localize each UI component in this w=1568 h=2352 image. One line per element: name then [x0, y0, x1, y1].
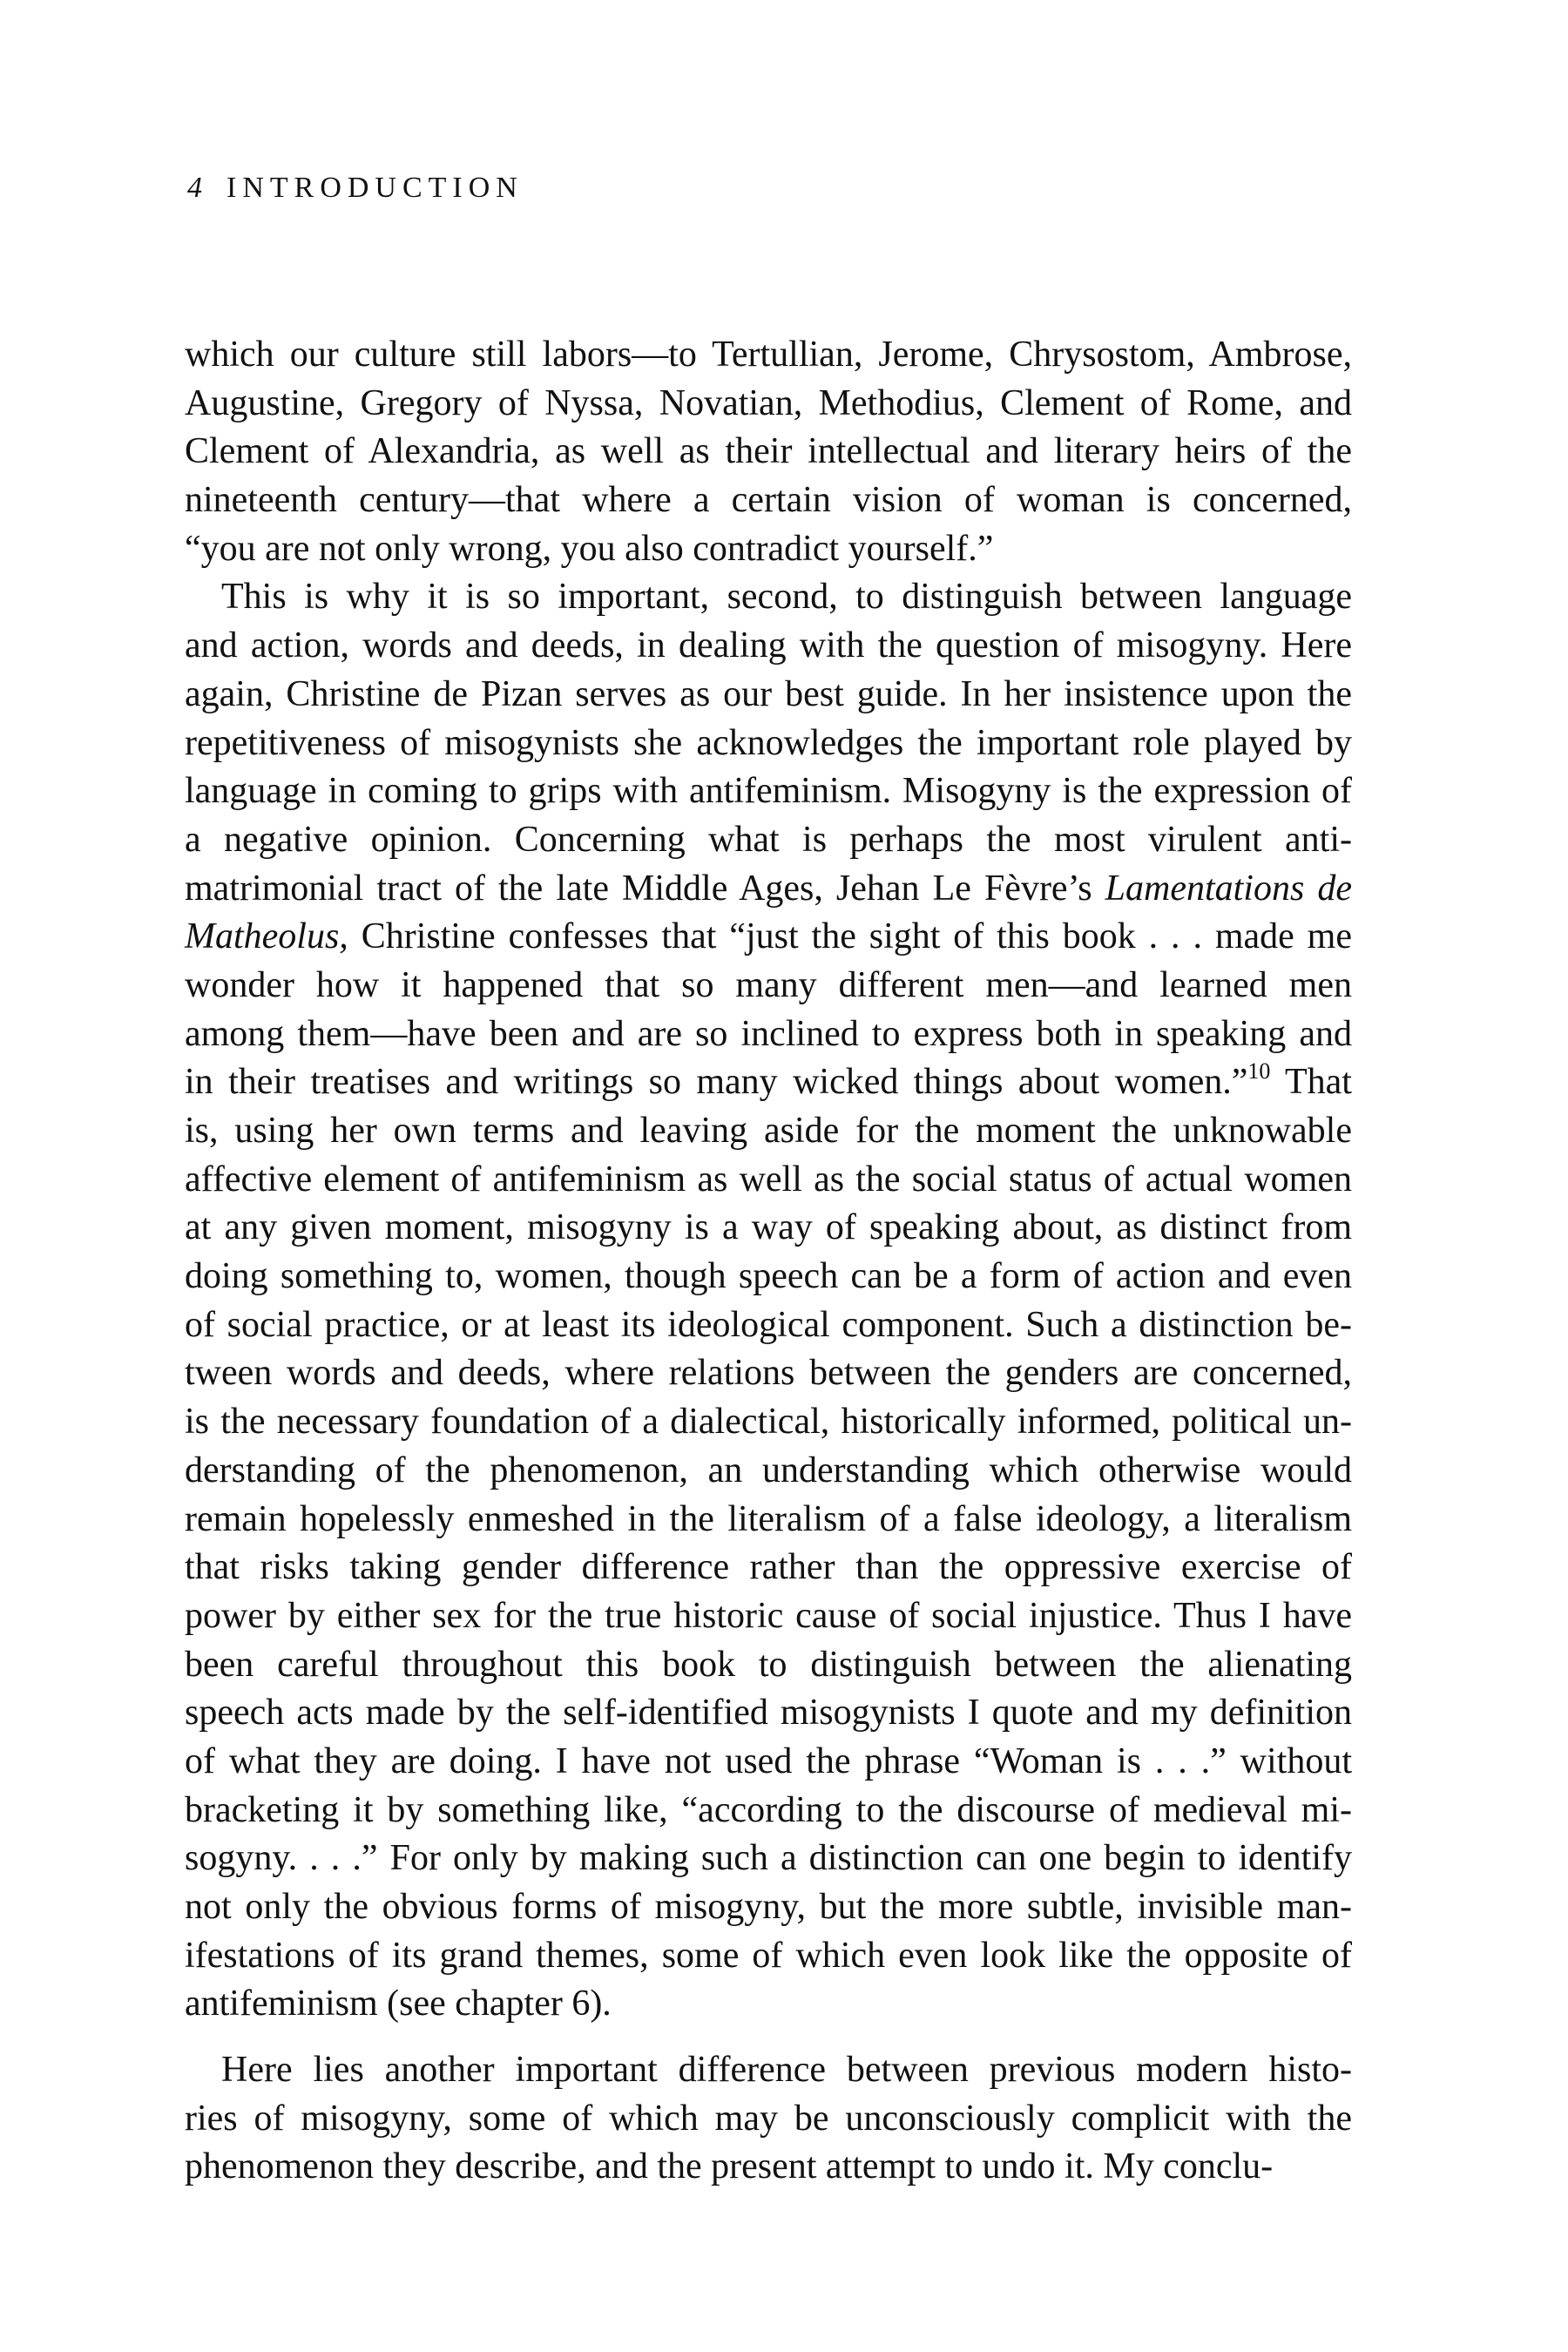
text-line: [185, 1641, 1352, 1690]
text-line: [185, 2046, 1352, 2095]
text-line: [185, 1349, 1352, 1398]
text-line: [185, 1058, 1352, 1107]
text-line: [185, 1107, 1352, 1156]
text-line: [185, 1544, 1352, 1592]
text-line: [185, 1932, 1352, 1981]
text-segment: repetitiveness of misogynists she acknowledges the important role played by: [185, 722, 1352, 763]
text-segment: doing something to, women, though speech can be a form of action and even: [185, 1256, 1352, 1297]
text-segment: bracketing it by something like, “according to the discourse of medieval mi-: [185, 1789, 1352, 1830]
text-line: [185, 767, 1352, 816]
text-segment: This is why it is so important, second, to distinguish between language: [221, 577, 1352, 618]
text-segment: been careful throughout this book to distinguish between the alienating: [185, 1644, 1352, 1685]
text-segment: which our culture still labors—to Tertullian, Jerome, Chrysostom, Ambrose,: [185, 335, 1352, 375]
section-title: INTRODUCTION: [226, 172, 524, 204]
text-line: [185, 525, 1352, 574]
text-segment: derstanding of the phenomenon, an understanding which otherwise would: [185, 1450, 1352, 1490]
text-line: [185, 2143, 1352, 2192]
text-segment: power by either sex for the true historic cause of social injustice. Thus I have: [185, 1595, 1352, 1636]
text-line: [185, 1253, 1352, 1301]
text-segment: remain hopelessly enmeshed in the literalism of a false ideology, a literalism: [185, 1498, 1352, 1539]
text-segment: “you are not only wrong, you also contradict yourself.”: [185, 528, 994, 569]
text-segment: of what they are doing. I have not used the phrase “Woman is . . .” without: [185, 1740, 1352, 1781]
italic-title: Matheolus,: [185, 916, 348, 957]
text-line: [185, 816, 1352, 865]
text-segment: affective element of antifeminism as well as the social status of actual women: [185, 1159, 1352, 1200]
text-line: [185, 1496, 1352, 1544]
text-segment: in their treatises and writings so many wicked things about women.”: [185, 1062, 1248, 1103]
text-segment: sogyny. . . .” For only by making such a distinction can one begin to identify: [185, 1838, 1352, 1879]
text-segment: of social practice, or at least its ideological component. Such a distinction be-: [185, 1304, 1352, 1345]
text-segment: ifestations of its grand themes, some of which even look like the opposite of: [185, 1935, 1352, 1976]
text-segment: speech acts made by the self-identified misogynists I quote and my definition: [185, 1693, 1352, 1734]
italic-title: Lamentations de: [1105, 868, 1353, 909]
text-segment: Clement of Alexandria, as well as their intellectual and literary heirs of the: [185, 431, 1352, 472]
text-segment: language in coming to grips with antifeminism. Misogyny is the expression of: [185, 771, 1352, 812]
text-segment: wonder how it happened that so many different men—and learned men: [185, 964, 1352, 1005]
text-segment: Augustine, Gregory of Nyssa, Novatian, Methodius, Clement of Rome, and: [185, 382, 1352, 423]
text-line: [185, 1592, 1352, 1641]
text-line: [185, 2095, 1352, 2144]
text-line: [185, 1980, 1352, 2029]
text-segment: Here lies another important difference between previous modern histo-: [221, 2050, 1352, 2091]
text-segment: tween words and deeds, where relations between the genders are concerned,: [185, 1353, 1352, 1394]
text-line: [185, 1883, 1352, 1932]
text-segment: That: [1270, 1062, 1352, 1103]
text-segment: ries of misogyny, some of which may be unconsciously complicit with the: [185, 2098, 1352, 2139]
text-segment: and action, words and deeds, in dealing with the question of misogyny. Here: [185, 625, 1352, 666]
text-segment: that risks taking gender difference rather than the oppressive exercise of: [185, 1547, 1352, 1588]
text-line: [185, 380, 1352, 429]
text-line: [185, 962, 1352, 1010]
text-line: [185, 913, 1352, 962]
text-line: [185, 1738, 1352, 1787]
text-line: [185, 720, 1352, 768]
text-segment: nineteenth century—that where a certain vision of woman is concerned,: [185, 480, 1352, 521]
text-segment: again, Christine de Pizan serves as our best guide. In her insistence upon the: [185, 673, 1352, 714]
text-line: [185, 428, 1352, 476]
text-line: [185, 622, 1352, 671]
text-segment: among them—have been and are so inclined to express both in speaking and: [185, 1013, 1352, 1054]
footnote-marker: 10: [1247, 1058, 1271, 1085]
text-line: [185, 1156, 1352, 1205]
text-segment: phenomenon they describe, and the present attempt to undo it. My conclu-: [185, 2146, 1274, 2187]
text-line: [185, 1398, 1352, 1447]
text-line: [185, 1204, 1352, 1253]
text-line: [185, 476, 1352, 525]
text-segment: is, using her own terms and leaving aside for the moment the unknowable: [185, 1111, 1352, 1151]
text-segment: Christine confesses that “just the sight of this book . . . made me: [348, 916, 1352, 957]
text-line: [185, 1301, 1352, 1350]
text-line: [185, 1447, 1352, 1496]
text-line: [185, 1787, 1352, 1835]
running-head: [187, 171, 524, 206]
text-line: [185, 1010, 1352, 1059]
text-line: [185, 1689, 1352, 1738]
page-number: 4: [187, 172, 202, 204]
text-line: [185, 671, 1352, 720]
text-line: [185, 331, 1352, 380]
text-segment: matrimonial tract of the late Middle Ages, Jehan Le Fèvre’s: [185, 868, 1105, 909]
text-line: [185, 1835, 1352, 1883]
body-text: [185, 331, 1352, 2192]
text-segment: at any given moment, misogyny is a way of speaking about, as distinct from: [185, 1207, 1352, 1248]
text-segment: is the necessary foundation of a dialectical, historically informed, political un-: [185, 1402, 1352, 1443]
text-segment: antifeminism (see chapter 6).: [185, 1984, 612, 2024]
text-line: [185, 865, 1352, 914]
text-segment: a negative opinion. Concerning what is perhaps the most virulent anti-: [185, 819, 1352, 860]
text-line: [185, 573, 1352, 622]
text-segment: not only the obvious forms of misogyny, but the more subtle, invisible man-: [185, 1887, 1352, 1927]
